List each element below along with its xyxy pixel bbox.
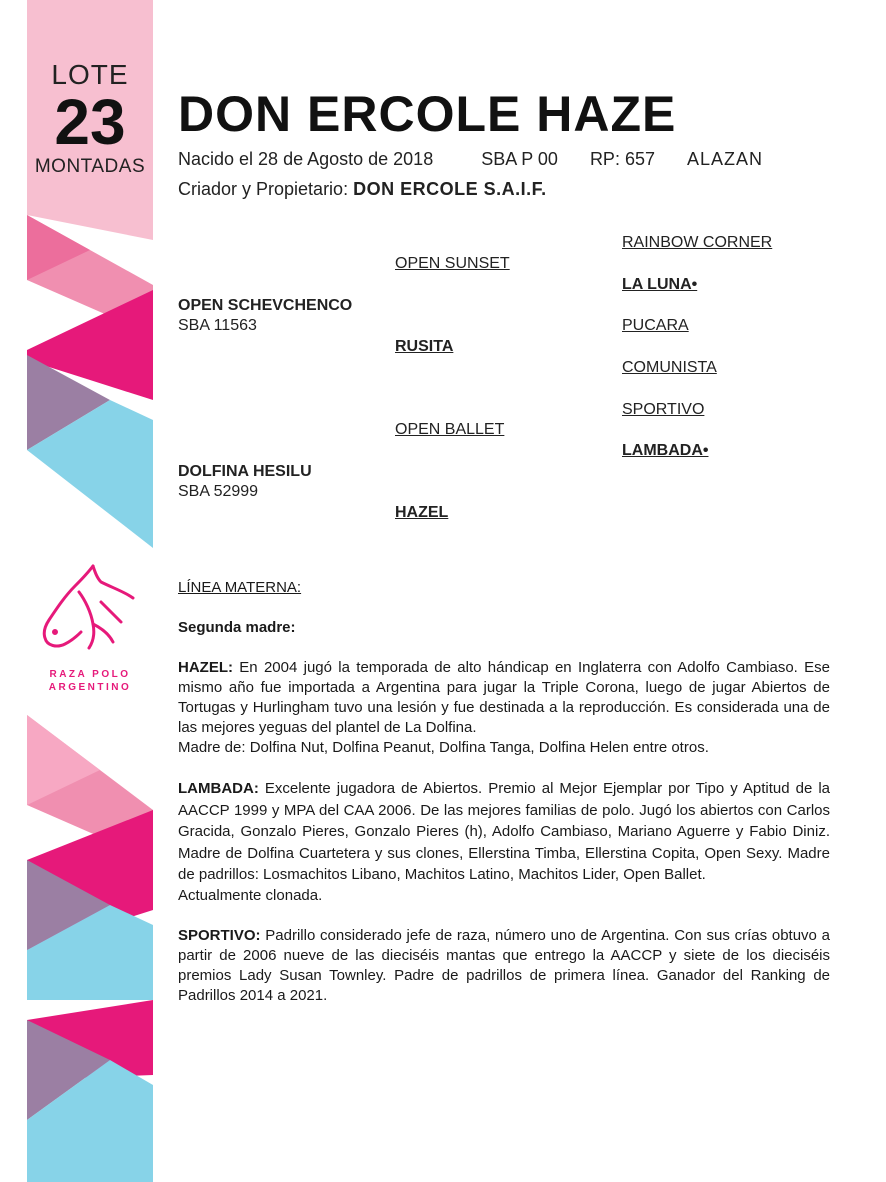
sire-sire: OPEN SUNSET	[395, 255, 510, 272]
lote-category: MONTADAS	[34, 156, 146, 177]
logo-text-line2: ARGENTINO	[48, 682, 132, 693]
lambada-text: Excelente jugadora de Abiertos. Premio al Mejor Ejemplar por Tipo y Aptitud de la AACCP 1999 y MPA del CAA 2006. De las mejores familias de polo. Jugó los abiertos con Carlos Gracida, Gonzalo Pieres, Gonzalo Pieres (h), Adolfo Cambiaso, Mariano Aguerre y Fabio Diniz. Madre de Dolfina Cuartetera y sus clones, Ellerstina Timba, Ellerstina Copita, Open Sexy. Madre de padrillos: Losmachitos Libano, Machitos Latino, Machitos Lider, Open Ballet.	[178, 780, 830, 883]
header	[178, 86, 858, 200]
dam-name: DOLFINA HESILU	[178, 463, 312, 480]
g3-ancestor-2: LA LUNA•	[622, 276, 698, 293]
dam-sire: OPEN BALLET	[395, 421, 505, 438]
lambada-clone-note: Actualmente clonada.	[178, 886, 323, 904]
rp-number: RP: 657	[589, 149, 655, 169]
horse-name: DON ERCOLE HAZE	[178, 86, 677, 142]
owner-line	[178, 178, 858, 200]
lote-label: LOTE	[51, 59, 129, 90]
dam-reg: SBA 52999	[178, 483, 259, 500]
hazel-text: En 2004 jugó la temporada de alto hándicap en Inglaterra con Adolfo Cambiaso. Ese mismo año fue importada a Argentina para jugar la Triple Corona, luego de jugar Abiertos de Tortugas y Hurlingham tuvo una lesión y fue destinada a la reproducción. Es considerada una de las mejores yeguas del plantel de La Dolfina.	[178, 659, 830, 736]
g3-ancestor-5: SPORTIVO	[622, 401, 705, 418]
g3-ancestor-4: COMUNISTA	[622, 359, 717, 376]
lambada-paragraph	[178, 778, 830, 886]
section-subtitle: Segunda madre:	[178, 619, 296, 636]
sportivo-name: SPORTIVO:	[178, 926, 261, 944]
lote-number: 23	[54, 86, 126, 158]
sire-reg: SBA 11563	[178, 317, 257, 334]
hazel-name: HAZEL:	[178, 659, 233, 676]
sire-dam: RUSITA	[395, 338, 454, 355]
coat-color: ALAZAN	[686, 149, 764, 169]
owner-name: DON ERCOLE S.A.I.F.	[353, 179, 547, 199]
sportivo-text: Padrillo considerado jefe de raza, número uno de Argentina. Con sus crías obtuvo a partir de 2006 nueve de las dieciséis mantas que entrego la AACCP y siete de los dieciséis premios Lady Susan Townley. Padre de padrillos de primera línea. Ganador del Ranking de Padrillos 2014 a 2021.	[178, 926, 830, 1004]
maternal-line-section	[178, 578, 830, 1006]
sba-code: SBA P 00	[481, 149, 558, 169]
horse-head-icon	[35, 562, 145, 662]
hazel-paragraph	[178, 658, 830, 738]
birth-line	[178, 148, 858, 170]
birth-date: Nacido el 28 de Agosto de 2018	[178, 149, 434, 169]
section-title: LÍNEA MATERNA:	[178, 579, 302, 596]
lambada-name: LAMBADA:	[178, 780, 259, 797]
raza-polo-logo	[30, 562, 150, 693]
sire-name: OPEN SCHEVCHENCO	[178, 297, 353, 314]
hazel-mother: Madre de: Dolfina Nut, Dolfina Peanut, Dolfina Tanga, Dolfina Helen entre otros.	[178, 739, 709, 756]
lote-box	[27, 60, 153, 178]
owner-label: Criador y Propietario:	[178, 179, 349, 199]
sportivo-paragraph	[178, 926, 830, 1006]
logo-text-line1: RAZA POLO	[49, 669, 131, 680]
g3-ancestor-1: RAINBOW CORNER	[622, 234, 773, 251]
g3-ancestor-6: LAMBADA•	[622, 442, 709, 459]
dam-dam: HAZEL	[395, 504, 449, 521]
g3-ancestor-3: PUCARA	[622, 317, 689, 334]
